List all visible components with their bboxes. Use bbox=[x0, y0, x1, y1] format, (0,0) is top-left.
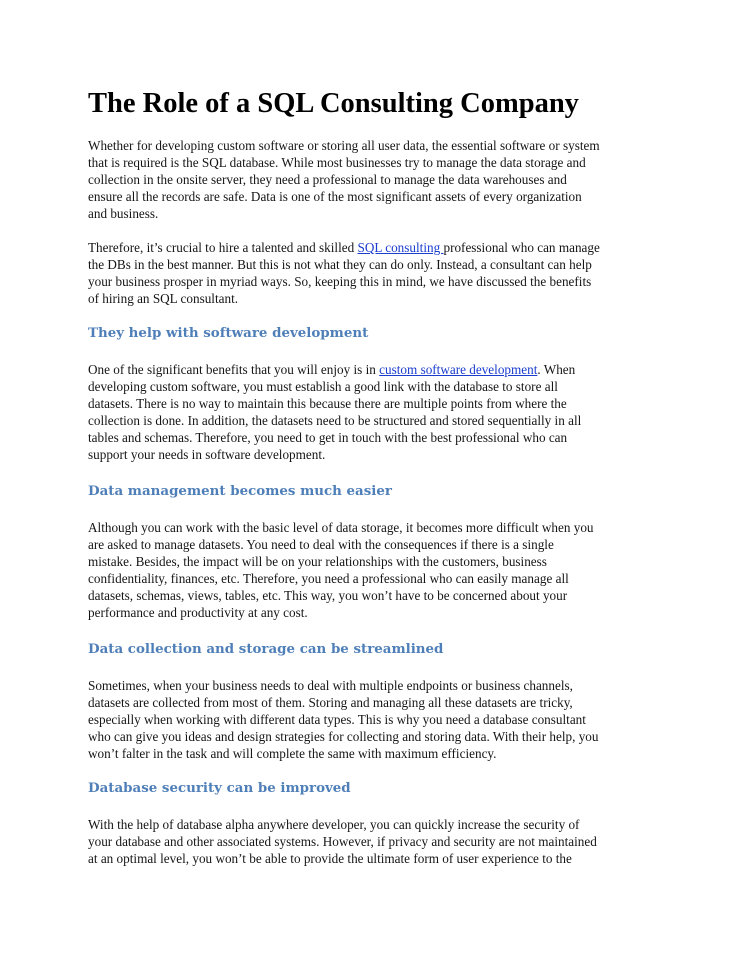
paragraph-line: who can give you ideas and design strategies for collecting and storing data. With their help, you bbox=[88, 728, 599, 744]
paragraph-line: datasets, schemas, views, tables, etc. This way, you won’t have to be concerned about your bbox=[88, 587, 568, 603]
custom-software-development-link[interactable]: custom software development bbox=[379, 362, 538, 377]
paragraph-line: tables and schemas. Therefore, you need to get in touch with the best professional who can bbox=[88, 429, 568, 445]
paragraph-line bbox=[88, 362, 654, 379]
paragraph-line: ensure all the records are safe. Data is one of the most significant assets of every organization bbox=[88, 188, 582, 204]
data-collection-paragraph bbox=[88, 678, 654, 763]
page-title: The Role of a SQL Consulting Company bbox=[88, 88, 579, 119]
paragraph-line: collection in the onsite server, they need a professional to manage the data warehouses and bbox=[88, 171, 567, 187]
line-text: One of the significant benefits that you will enjoy is in bbox=[88, 362, 380, 377]
paragraph-line: collection is done. In addition, the datasets need to be structured and stored sequentially in all bbox=[88, 412, 582, 428]
line-text: Therefore, it’s crucial to hire a talented and skilled bbox=[88, 240, 358, 255]
line-text: professional who can manage bbox=[443, 240, 600, 255]
paragraph-line: are asked to manage datasets. You need to deal with the consequences if there is a single bbox=[88, 536, 554, 552]
section-heading-data-collection: Data collection and storage can be streamlined bbox=[88, 641, 444, 657]
paragraph-line: of hiring an SQL consultant. bbox=[88, 290, 239, 306]
sql-consulting-link[interactable]: SQL consulting bbox=[357, 240, 444, 255]
paragraph-line: won’t falter in the task and will complete the same with maximum efficiency. bbox=[88, 745, 497, 761]
paragraph-line: that is required is the SQL database. While most businesses try to manage the data storage and bbox=[88, 154, 586, 170]
line-text: . When bbox=[537, 362, 576, 377]
paragraph-line: Although you can work with the basic level of data storage, it becomes more difficult when you bbox=[88, 520, 594, 535]
paragraph-line: performance and productivity at any cost. bbox=[88, 604, 308, 620]
paragraph-line bbox=[88, 240, 654, 257]
paragraph-line: your business prosper in myriad ways. So, keeping this in mind, we have discussed the benefits bbox=[88, 273, 592, 289]
paragraph-line: datasets are collected from most of them. Storing and managing all these datasets are tricky, bbox=[88, 694, 573, 710]
section-heading-data-management: Data management becomes much easier bbox=[88, 483, 392, 499]
data-management-paragraph bbox=[88, 520, 654, 621]
database-security-paragraph bbox=[88, 817, 654, 868]
paragraph-line: datasets. There is no way to maintain this because there are multiple points from where the bbox=[88, 395, 567, 411]
paragraph-line: Whether for developing custom software or storing all user data, the essential software or system bbox=[88, 138, 600, 153]
section-heading-database-security: Database security can be improved bbox=[88, 780, 351, 796]
intro-paragraph bbox=[88, 138, 654, 223]
paragraph-line: and business. bbox=[88, 205, 159, 221]
software-development-paragraph bbox=[88, 362, 654, 463]
paragraph-line: support your needs in software development. bbox=[88, 446, 326, 462]
paragraph-line: Sometimes, when your business needs to deal with multiple endpoints or business channels, bbox=[88, 678, 573, 693]
paragraph-line: mistake. Besides, the impact will be on your relationships with the customers, business bbox=[88, 553, 547, 569]
paragraph-line: With the help of database alpha anywhere developer, you can quickly increase the security of bbox=[88, 817, 580, 832]
section-heading-software-development: They help with software development bbox=[88, 325, 369, 341]
paragraph-line: developing custom software, you must establish a good link with the database to store all bbox=[88, 378, 558, 394]
hire-consultant-paragraph bbox=[88, 240, 654, 308]
paragraph-line: confidentiality, finances, etc. Therefore, you need a professional who can easily manage all bbox=[88, 570, 569, 586]
paragraph-line: at an optimal level, you won’t be able to provide the ultimate form of user experience to the bbox=[88, 850, 572, 866]
paragraph-line: your database and other associated systems. However, if privacy and security are not maintained bbox=[88, 833, 597, 849]
paragraph-line: especially when working with different data types. This is why you need a database consultant bbox=[88, 711, 586, 727]
paragraph-line: the DBs in the best manner. But this is not what they can do only. Instead, a consultant can help bbox=[88, 256, 592, 272]
